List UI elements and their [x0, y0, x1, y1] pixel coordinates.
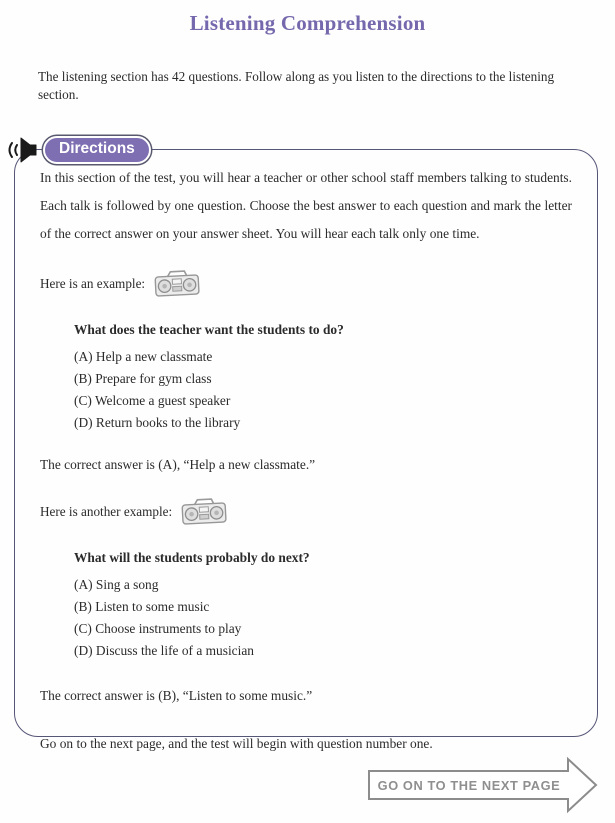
example2-lead-in: Here is another example:	[40, 504, 173, 519]
example1-answer-statement: The correct answer is (A), “Help a new classmate.”	[40, 457, 316, 472]
example2-option-b: (B) Listen to some music	[74, 599, 210, 614]
example1-question-block	[74, 319, 572, 434]
speaker-icon	[5, 135, 41, 165]
boombox-icon	[153, 268, 201, 300]
example1-lead-row	[40, 269, 572, 299]
example2-option-c: (C) Choose instruments to play	[74, 621, 242, 636]
directions-badge: Directions	[43, 136, 151, 164]
boombox-icon	[180, 496, 228, 528]
example1-question: What does the teacher want the students to do?	[74, 322, 344, 337]
next-page-arrow-label: GO ON TO THE NEXT PAGE	[377, 777, 561, 793]
example2-answer-statement: The correct answer is (B), “Listen to some music.”	[40, 688, 313, 703]
example1-option-b: (B) Prepare for gym class	[74, 371, 212, 386]
directions-header	[5, 135, 151, 165]
directions-paragraph: In this section of the test, you will hear a teacher or other school staff members talking to students. Each talk is followed by one question. Choose the best answer to each question and mark the letter of the correct answer on your answer sheet. You will hear each talk only one time.	[40, 170, 572, 241]
intro-text: The listening section has 42 questions. Follow along as you listen to the directions to the listening section.	[38, 69, 555, 102]
example1-option-c: (C) Welcome a guest speaker	[74, 393, 231, 408]
example1-option-a: (A) Help a new classmate	[74, 349, 213, 364]
example2-question-block	[74, 547, 572, 662]
closing-text: Go on to the next page, and the test will begin with question number one.	[40, 736, 433, 751]
directions-box	[14, 149, 598, 751]
page-title: Listening Comprehension	[189, 11, 426, 35]
example2-option-a: (A) Sing a song	[74, 577, 159, 592]
example1-option-d: (D) Return books to the library	[74, 415, 241, 430]
example2-question: What will the students probably do next?	[74, 550, 310, 565]
example2-option-d: (D) Discuss the life of a musician	[74, 643, 254, 658]
example2-lead-row	[40, 497, 572, 527]
example1-lead-in: Here is an example:	[40, 276, 146, 291]
next-page-arrow[interactable]	[365, 755, 601, 815]
